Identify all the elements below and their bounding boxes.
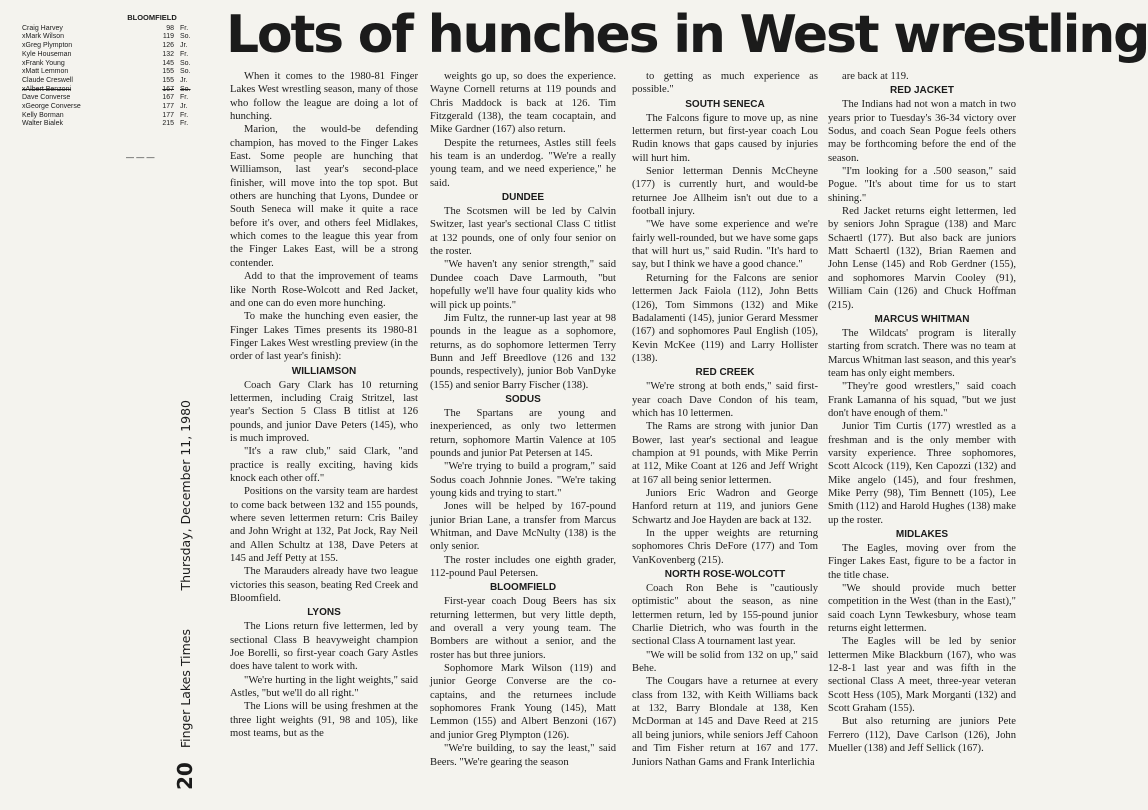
roster-row [22,112,212,121]
roster-player-weight: 215 [162,120,174,128]
section-heading: NORTH ROSE-WOLCOTT [664,569,786,581]
roster-player-year: So. [180,59,191,67]
section-heading: MIDLAKES [895,529,949,540]
roster-player-name: xGeorge Converse [22,103,81,111]
article-paragraph: "We should provide much better competition in the West (than in the East)," said coach Lynn Tewkesbury, whose team returns eight lettermen. [828,583,1016,635]
roster-row [22,51,212,60]
section-heading: SODUS [505,393,541,405]
article-paragraph: Coach Gary Clark has 10 returning lettermen, including Craig Stritzel, last year's Section 5 Class B titlist at 126 pounds, and junior Dave Peters (145), who is much improved. [230,379,418,444]
roster-player-year: Jr. [180,103,188,111]
article-paragraph: weights go up, so does the experience. Wayne Cornell returns at 119 pounds and Chris Maddock is back at 126. Tim Fitzgerald (138), the team cocaptain, and Mike Gardner (167) also return. [430,71,616,136]
article-paragraph: The Scotsmen will be led by Calvin Switzer, last year's sectional Class C titlist at 132 pounds, one of only four senior on the roster. [430,206,616,258]
article-paragraph: The Indians had not won a match in two years prior to Tuesday's 36-34 victory over Sodus, and coach Sean Pogue feels others may be forthcoming before the end of the season. [828,99,1016,164]
article-paragraph: The Lions return five lettermen, led by sectional Class B heavyweight champion Joe Borelli, so first-year coach Gary Astles does have talent to work with. [230,621,418,673]
roster-player-name: Claude Creswell [22,76,73,84]
roster-row [22,120,212,129]
article-paragraph: The Eagles, moving over from the Finger Lakes East, figure to be a factor in the title chase. [828,543,1016,581]
roster-player-year: Fr. [180,24,189,32]
roster-row [22,94,212,103]
roster-list [22,25,212,129]
roster-row [22,60,212,69]
roster-player-year: So. [180,68,191,76]
roster-player-name: Craig Harvey [22,24,63,32]
article-paragraph: "We haven't any senior strength," said Dundee coach Dave Larmouth, "but hopefully we'll have four quality kids who will pick up points." [430,259,616,311]
article-paragraph: The Lions will be using freshmen at the three light weights (91, 98 and 105), like most teams, but as the [230,701,418,740]
article-paragraph: "It's a raw club," said Clark, "and practice is really exciting, having kids knock each other off." [230,446,418,484]
roster-row [22,103,212,112]
roster-player-weight: 119 [162,33,174,41]
article-paragraph: Senior letterman Dennis McCheyne (177) is currently hurt, and would-be returnee Joe Allheim isn't out due to a football injury. [632,166,818,218]
article-paragraph: "We're hurting in the light weights," said Astles, "but we'll do all right." [230,674,418,700]
article-paragraph: "We have some experience and we're fairly well-rounded, but we have some gaps that will hurt us," said Rudin. "It's hard to say, but I think we have a good chance." [632,219,818,271]
roster-row [22,77,212,86]
article-column-4 [828,70,1016,804]
article-column-3 [632,70,818,804]
roster-player-year: Jr. [180,76,188,84]
article-paragraph: "We're strong at both ends," said first-year coach Dave Condon of his team, which has 10 lettermen. [632,381,818,419]
roster-player-name: Walter Bialek [22,120,63,128]
article-paragraph: Sophomore Mark Wilson (119) and junior George Converse are the co-captains, and the returnees include sophomores Frank Young (145), Matt Lemmon (155) and Albert Benzoni (167) and junior Greg Plympton (126). [430,663,616,741]
headline: Lots of hunches in West wrestling [226,5,1148,65]
roster-player-year: Fr. [180,111,189,119]
roster-row [22,42,212,51]
section-heading: DUNDEE [501,192,545,204]
article-paragraph: Junior Tim Curtis (177) wrestled as a freshman and is the only member with varsity experience. Three sophomores, Scott Alcock (119), Ken Capozzi (132) and Mike angelo (145), and four freshmen, Mike Perry (98), Tim Bennett (105), Lee Smith (112) and Harold Hughes (138) make up the roster. [828,421,1016,526]
article-paragraph: Despite the returnees, Astles still feels his team is an underdog. "We're a really young team, and we need experience," he said. [430,137,616,189]
section-heading: WILLIAMSON [291,365,357,377]
article-paragraph: To make the hunching even easier, the Finger Lakes Times presents its 1980-81 Finger Lakes West wrestling preview (in the order of last year's finish): [230,311,418,363]
article-paragraph: Juniors Eric Wadron and George Hanford return at 119, and juniors Gene Schwartz and Joe Hayden are back at 132. [632,487,818,526]
article-paragraph: "They're good wrestlers," said coach Frank Lamanna of his squad, "but we just don't have enough of them." [828,381,1016,419]
article-paragraph: The Spartans are young and inexperienced, as only two lettermen return, sophomore Martin Valence at 105 pounds and junior Pat Petersen at 145. [430,407,616,459]
roster-player-weight: 167 [162,85,174,93]
article-column-1 [230,70,418,804]
article-paragraph: Red Jacket returns eight lettermen, led by seniors John Sprague (138) and Marc Schaertl (177). But also back are juniors Matt Schaertl (132), Brian Raemen and John Lense (145) and Rob Gerdner (155), and sophomores Marvin Cooley (91), William Cain (126) and Chuck Hoffman (215). [828,206,1016,311]
roster-player-name: Kyle Houseman [22,50,72,58]
roster-row [22,33,212,42]
roster-divider: — — — [126,153,155,162]
article-paragraph: Add to that the improvement of teams like North Rose-Wolcott and Red Jacket, and one can do even more hunching. [230,271,418,309]
section-heading: SOUTH SENECA [685,98,765,110]
issue-date: Thursday, December 11, 1980 [177,400,193,591]
roster-player-year: Jr. [180,42,188,50]
article-paragraph: "I'm looking for a .500 season," said Pogue. "It's about time for us to start shining." [828,166,1016,204]
article-paragraph: Coach Ron Behe is "cautiously optimistic" about the season, as nine lettermen return, led by 155-pound junior Charlie Dietrich, who was fourth in the sectional Class A tournament last year. [632,583,818,648]
roster-player-name: Dave Converse [22,94,71,102]
roster-player-weight: 98 [166,24,174,32]
article-paragraph: The Wildcats' program is literally starting from scratch. There was no team at Marcus Whitman last season, and this year's team has only eight members. [828,327,1016,379]
page-footer-sidebar [170,392,200,797]
roster-player-weight: 155 [162,68,174,76]
roster-player-weight: 177 [162,103,174,111]
roster-player-year: So. [180,85,191,93]
roster-player-year: So. [180,33,191,41]
article-paragraph: are back at 119. [842,71,909,82]
article-paragraph: Jones will be helped by 167-pound junior Brian Lane, a transfer from Marcus Whitman, and Dave McNulty (138) is the only senior. [430,501,616,553]
roster-player-weight: 145 [162,59,174,67]
article-paragraph: But also returning are juniors Pete Ferrero (112), Dave Carlson (126), John Mueller (138) and Jeff Sellick (167). [828,716,1016,755]
article-paragraph: "We will be solid from 132 on up," said Behe. [632,649,818,675]
article-paragraph: In the upper weights are returning sophomores Chris DeFore (177) and Tom VanKovenberg (215). [632,528,818,566]
page-number: 20 [173,762,197,790]
article-paragraph: The Eagles will be led by senior lettermen Mike Blackburn (167), who was 12-8-1 last year and was fifth in the sectional Class A meet, three-year veteran Scott Hess (105), Mark Morganti (132) and Scott Graham (155). [828,636,1016,715]
roster-team: BLOOMFIELD [127,13,177,22]
article-paragraph: Positions on the varsity team are hardest to come back between 132 and 155 pounds, where seven lettermen return: Cris Bailey and John Wright at 132, Pat Jock, Ray Neil and Allen Schultz at 138, Dave Peters at 145 and Jeff Petty at 155. [230,486,418,565]
article-paragraph: "We're trying to build a program," said Sodus coach Johnnie Jones. "We're taking young kids and trying to start." [430,461,616,499]
roster-player-name: xGreg Plympton [22,42,73,50]
article-paragraph: Returning for the Falcons are senior lettermen Jack Faiola (112), John Betts (126), Tom Simmons (132) and Mike Badalamenti (145), junior Gerard Messmer (167) and sophomores Paul English (105), Kevin McKee (119) and Larry Hollister (138). [632,272,818,364]
roster-row [22,86,212,95]
article-paragraph: The Rams are strong with junior Dan Bower, last year's sectional and league champion at 91 pounds, with Mike Perrin at 112, Mike Coant at 126 and Jeff Wright at 167 all being senior lettermen. [632,421,818,486]
roster-player-weight: 126 [162,42,174,50]
article-paragraph: Jim Fultz, the runner-up last year at 98 pounds in the league as a sophomore, returns, as do sophomore lettermen Terry Bunn and Jeff Breedlove (126 and 132 pounds, respectively), junior Bob VanDyke (155) and senior Barry Fischer (138). [430,312,616,391]
roster-row [22,68,212,77]
article-paragraph: The Marauders already have two league victories this season, beating Red Creek and Bloomfield. [230,566,418,605]
roster-row [22,25,212,34]
roster-player-year: Fr. [180,50,189,58]
article-paragraph: Marion, the would-be defending champion, has moved to the Finger Lakes East. Some people are hunching that Williamson, last year's second-place finisher, will move into the top spot. But others are hunching that Lyons, Dundee or South Seneca will make it quite a race before it's over, and others feel Midlakes, which comes to the league this year from the Finger Lakes East, will be a strong contender. [230,124,418,269]
roster-player-weight: 167 [162,94,174,102]
article-paragraph: to getting as much experience as possible." [632,71,818,96]
article-paragraph: When it comes to the 1980-81 Finger Lakes West wrestling season, many of those who follow the league are doing a lot of hunching. [230,71,418,123]
section-heading: LYONS [307,607,341,619]
roster-player-weight: 177 [162,111,174,119]
section-heading: RED JACKET [890,85,954,97]
section-heading: RED CREEK [695,367,755,379]
article-paragraph: First-year coach Doug Beers has six returning lettermen, but very little depth, and overall a very young team. The Bombers are without a senior, and the roster has but three juniors. [430,596,616,661]
article-column-2 [430,70,616,804]
roster-player-weight: 132 [162,50,174,58]
article-paragraph: "We're building, to say the least," said Beers. "We're gearing the season [430,743,616,768]
article-paragraph: The Falcons figure to move up, as nine lettermen return, but first-year coach Lou Rudin knows that gaps caused by injuries will hurt him. [632,112,818,164]
article-paragraph: The roster includes one eighth grader, 112-pound Paul Petersen. [430,554,616,580]
roster-player-name: xMatt Lemmon [22,68,69,76]
newspaper-name: Finger Lakes Times [177,629,193,749]
roster-player-name: xFrank Young [22,59,65,67]
section-heading: MARCUS WHITMAN [874,313,970,325]
roster-player-name: xAlbert Benzoni [22,85,72,93]
roster-box [22,13,212,162]
roster-player-name: Kelly Borman [22,111,64,119]
roster-player-year: Fr. [180,94,189,102]
roster-player-name: xMark Wilson [22,33,65,41]
section-heading: BLOOMFIELD [489,582,557,594]
roster-player-weight: 155 [162,76,174,84]
article-paragraph: The Cougars have a returnee at every class from 132, with Keith Williams back at 132, Barry Blondale at 138, Ken McDorman at 145 and Dave Reed at 215 all being juniors, while seniors Jeff Cahoon and Tim Fisher return at 167 and 177. Juniors Nathan Gams and Frank Interlichia [632,676,818,768]
roster-player-year: Fr. [180,120,189,128]
